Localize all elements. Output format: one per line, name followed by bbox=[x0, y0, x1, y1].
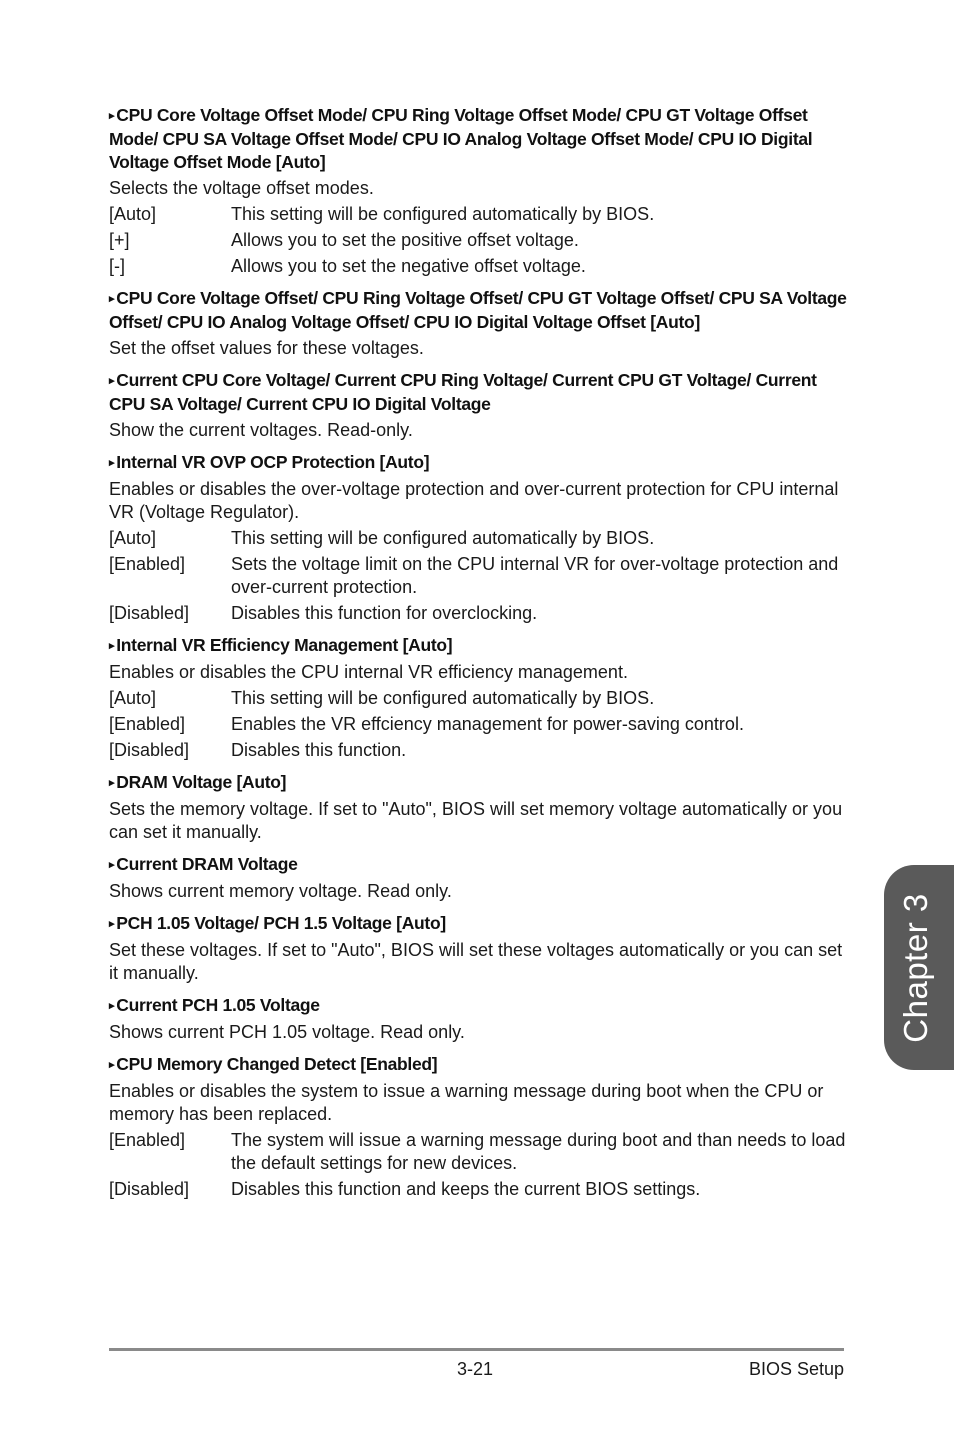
option-row bbox=[109, 713, 847, 736]
setting-heading-text: Current CPU Core Voltage/ Current CPU Ring Voltage/ Current CPU GT Voltage/ Current CPU SA Voltage/ Current CPU IO Digital Voltage bbox=[109, 370, 817, 414]
bullet-arrow-icon: ▸ bbox=[109, 777, 115, 789]
option-description: Enables the VR effciency management for power-saving control. bbox=[231, 714, 744, 734]
option-key: [Enabled] bbox=[109, 554, 186, 574]
option-description: Disables this function. bbox=[231, 740, 407, 760]
setting-section bbox=[109, 994, 847, 1044]
chapter-tab-label: Chapter 3 bbox=[897, 892, 934, 1043]
chapter-tab[interactable] bbox=[884, 865, 954, 1070]
option-description: This setting will be configured automatically by BIOS. bbox=[231, 528, 655, 548]
bullet-arrow-icon: ▸ bbox=[109, 1059, 115, 1071]
setting-section bbox=[109, 369, 847, 442]
bullet-arrow-icon: ▸ bbox=[109, 859, 115, 871]
option-key: [-] bbox=[109, 256, 125, 276]
setting-description: Shows current PCH 1.05 voltage. Read only. bbox=[109, 1022, 465, 1042]
setting-heading-text: DRAM Voltage [Auto] bbox=[116, 772, 287, 792]
setting-heading bbox=[109, 853, 847, 877]
option-key: [Auto] bbox=[109, 528, 157, 548]
option-description: Sets the voltage limit on the CPU internal VR for over-voltage protection and over-current protection. bbox=[231, 554, 839, 597]
setting-heading bbox=[109, 287, 847, 334]
option-row bbox=[109, 203, 847, 226]
option-description: Allows you to set the negative offset voltage. bbox=[231, 256, 586, 276]
bullet-arrow-icon: ▸ bbox=[109, 293, 115, 305]
manual-content bbox=[109, 104, 847, 1210]
option-row bbox=[109, 602, 847, 625]
option-row bbox=[109, 553, 847, 599]
page-number: 3-21 bbox=[457, 1359, 494, 1379]
footer-title: BIOS Setup bbox=[748, 1359, 844, 1379]
bullet-arrow-icon: ▸ bbox=[109, 457, 115, 469]
bullet-arrow-icon: ▸ bbox=[109, 110, 115, 122]
bullet-arrow-icon: ▸ bbox=[109, 918, 115, 930]
setting-heading bbox=[109, 451, 847, 475]
setting-section bbox=[109, 771, 847, 844]
bullet-arrow-icon: ▸ bbox=[109, 640, 115, 652]
setting-section bbox=[109, 634, 847, 762]
setting-section bbox=[109, 1053, 847, 1201]
setting-heading bbox=[109, 1053, 847, 1077]
setting-heading bbox=[109, 369, 847, 416]
option-row bbox=[109, 739, 847, 762]
setting-heading-text: Current DRAM Voltage bbox=[116, 854, 298, 874]
setting-section bbox=[109, 287, 847, 360]
option-row bbox=[109, 1178, 847, 1201]
setting-heading-text: Internal VR OVP OCP Protection [Auto] bbox=[116, 452, 430, 472]
option-description: This setting will be configured automatically by BIOS. bbox=[231, 204, 655, 224]
bullet-arrow-icon: ▸ bbox=[109, 375, 115, 387]
option-key: [Disabled] bbox=[109, 740, 190, 760]
option-key: [Enabled] bbox=[109, 714, 186, 734]
setting-section bbox=[109, 451, 847, 625]
setting-description: Shows current memory voltage. Read only. bbox=[109, 881, 452, 901]
setting-description: Enables or disables the system to issue a warning message during boot when the CPU or memory has been replaced. bbox=[109, 1081, 824, 1124]
setting-description: Enables or disables the over-voltage protection and over-current protection for CPU internal VR (Voltage Regulator). bbox=[109, 479, 839, 522]
option-key: [+] bbox=[109, 230, 130, 250]
option-row bbox=[109, 255, 847, 278]
setting-heading-text: CPU Core Voltage Offset/ CPU Ring Voltage Offset/ CPU GT Voltage Offset/ CPU SA Voltage Offset/ CPU IO Analog Voltage Offset/ CPU IO Digital Voltage Offset [Auto] bbox=[109, 288, 847, 332]
setting-heading bbox=[109, 912, 847, 936]
setting-heading-text: CPU Core Voltage Offset Mode/ CPU Ring Voltage Offset Mode/ CPU GT Voltage Offset Mode/ CPU SA Voltage Offset Mode/ CPU IO Analog Voltage Offset Mode/ CPU IO Digital Voltage Offset Mode [Auto] bbox=[109, 105, 813, 172]
setting-heading-text: Internal VR Efficiency Management [Auto] bbox=[116, 635, 453, 655]
option-key: [Auto] bbox=[109, 688, 157, 708]
setting-section bbox=[109, 912, 847, 985]
option-row bbox=[109, 229, 847, 252]
option-row bbox=[109, 1129, 847, 1175]
setting-section bbox=[109, 104, 847, 278]
setting-section bbox=[109, 853, 847, 903]
option-row bbox=[109, 527, 847, 550]
setting-description: Enables or disables the CPU internal VR efficiency management. bbox=[109, 662, 628, 682]
bullet-arrow-icon: ▸ bbox=[109, 1000, 115, 1012]
footer-divider bbox=[109, 1348, 844, 1351]
setting-description: Set these voltages. If set to "Auto", BIOS will set these voltages automatically or you can set it manually. bbox=[109, 940, 843, 983]
option-key: [Disabled] bbox=[109, 1179, 190, 1199]
setting-heading bbox=[109, 104, 847, 174]
option-description: Disables this function for overclocking. bbox=[231, 603, 538, 623]
setting-description: Show the current voltages. Read-only. bbox=[109, 420, 413, 440]
option-description: This setting will be configured automatically by BIOS. bbox=[231, 688, 655, 708]
option-key: [Disabled] bbox=[109, 603, 190, 623]
setting-description: Set the offset values for these voltages. bbox=[109, 338, 424, 358]
setting-heading bbox=[109, 994, 847, 1018]
option-description: Disables this function and keeps the current BIOS settings. bbox=[231, 1179, 701, 1199]
setting-heading bbox=[109, 634, 847, 658]
setting-description: Selects the voltage offset modes. bbox=[109, 178, 374, 198]
option-key: [Auto] bbox=[109, 204, 157, 224]
setting-heading bbox=[109, 771, 847, 795]
setting-heading-text: CPU Memory Changed Detect [Enabled] bbox=[116, 1054, 438, 1074]
setting-heading-text: PCH 1.05 Voltage/ PCH 1.5 Voltage [Auto] bbox=[116, 913, 446, 933]
setting-description: Sets the memory voltage. If set to "Auto", BIOS will set memory voltage automatically or you can set it manually. bbox=[109, 799, 843, 842]
option-row bbox=[109, 687, 847, 710]
option-description: Allows you to set the positive offset voltage. bbox=[231, 230, 579, 250]
option-key: [Enabled] bbox=[109, 1130, 186, 1150]
option-description: The system will issue a warning message during boot and than needs to load the default settings for new devices. bbox=[231, 1130, 846, 1173]
setting-heading-text: Current PCH 1.05 Voltage bbox=[116, 995, 320, 1015]
